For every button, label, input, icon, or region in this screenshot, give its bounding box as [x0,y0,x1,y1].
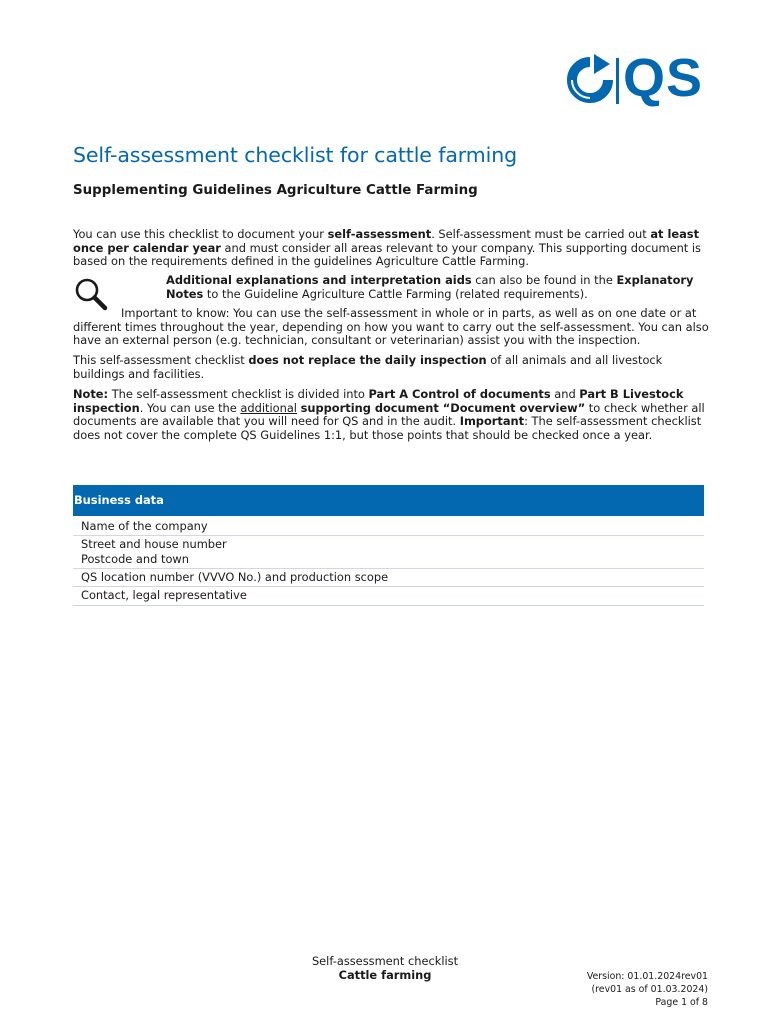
explanatory-notes-paragraph: Additional explanations and interpretation aids can also be found in the Explanatory Notes to the Guideline Agriculture Cattle Farming (related requirements). [166,273,694,301]
note-paragraph: Note: The self-assessment checklist is divided into Part A Control of documents and Part B Livestock inspection. You can use the additional supporting document “Document overview” to check whether all documents are available that you will need for QS and in the audit. Important: The self-assessment checklist does not cover the complete QS Guidelines 1:1, but those points that should be checked once a year. [73,387,705,442]
logo-text: QS [623,48,704,108]
recycle-arrow-icon [566,54,614,106]
qs-logo [566,48,718,108]
business-field-contact[interactable] [73,587,704,606]
important-to-know-paragraph: Important to know: You can use the self-assessment in whole or in parts, as well as on one date or at different times throughout the year, depending on how you want to carry out the self-assessment. You can also have an external person (e.g. technician, consultant or veterinarian) assist you with the inspection. [73,306,709,347]
business-data-header: Business data [73,485,704,516]
field-label: Street and house number [81,537,227,551]
footer-title: Self-assessment checklist [311,954,459,968]
logo-divider [616,58,619,104]
footer-version: Version: 01.01.2024rev01 [586,971,708,982]
business-field-qs-location[interactable] [73,569,704,587]
business-field-address[interactable] [73,536,704,569]
field-label: Name of the company [81,519,208,533]
intro-paragraph: You can use this checklist to document your self-assessment. Self-assessment must be carried out at least once per calendar year and must consider all areas relevant to your company. This supporting document is based on the requirements defined in the guidelines Agriculture Cattle Farming. [73,227,701,268]
field-label: Postcode and town [81,551,189,566]
footer-document-title [270,955,500,982]
field-label: QS location number (VVVO No.) and production scope [81,570,389,584]
business-field-company-name[interactable] [73,517,704,536]
not-replace-paragraph: This self-assessment checklist does not replace the daily inspection of all animals and all livestock buildings and facilities. [73,353,663,381]
field-label: Contact, legal representative [81,588,247,602]
footer-subtitle: Cattle farming [338,967,432,982]
footer-revision: (rev01 as of 01.03.2024) [591,983,708,995]
page-title: Self-assessment checklist for cattle farming [73,143,518,167]
footer-version-info [587,971,708,1009]
footer-page-number: Page 1 of 8 [655,996,708,1008]
page-subtitle: Supplementing Guidelines Agriculture Cattle Farming [73,183,478,198]
